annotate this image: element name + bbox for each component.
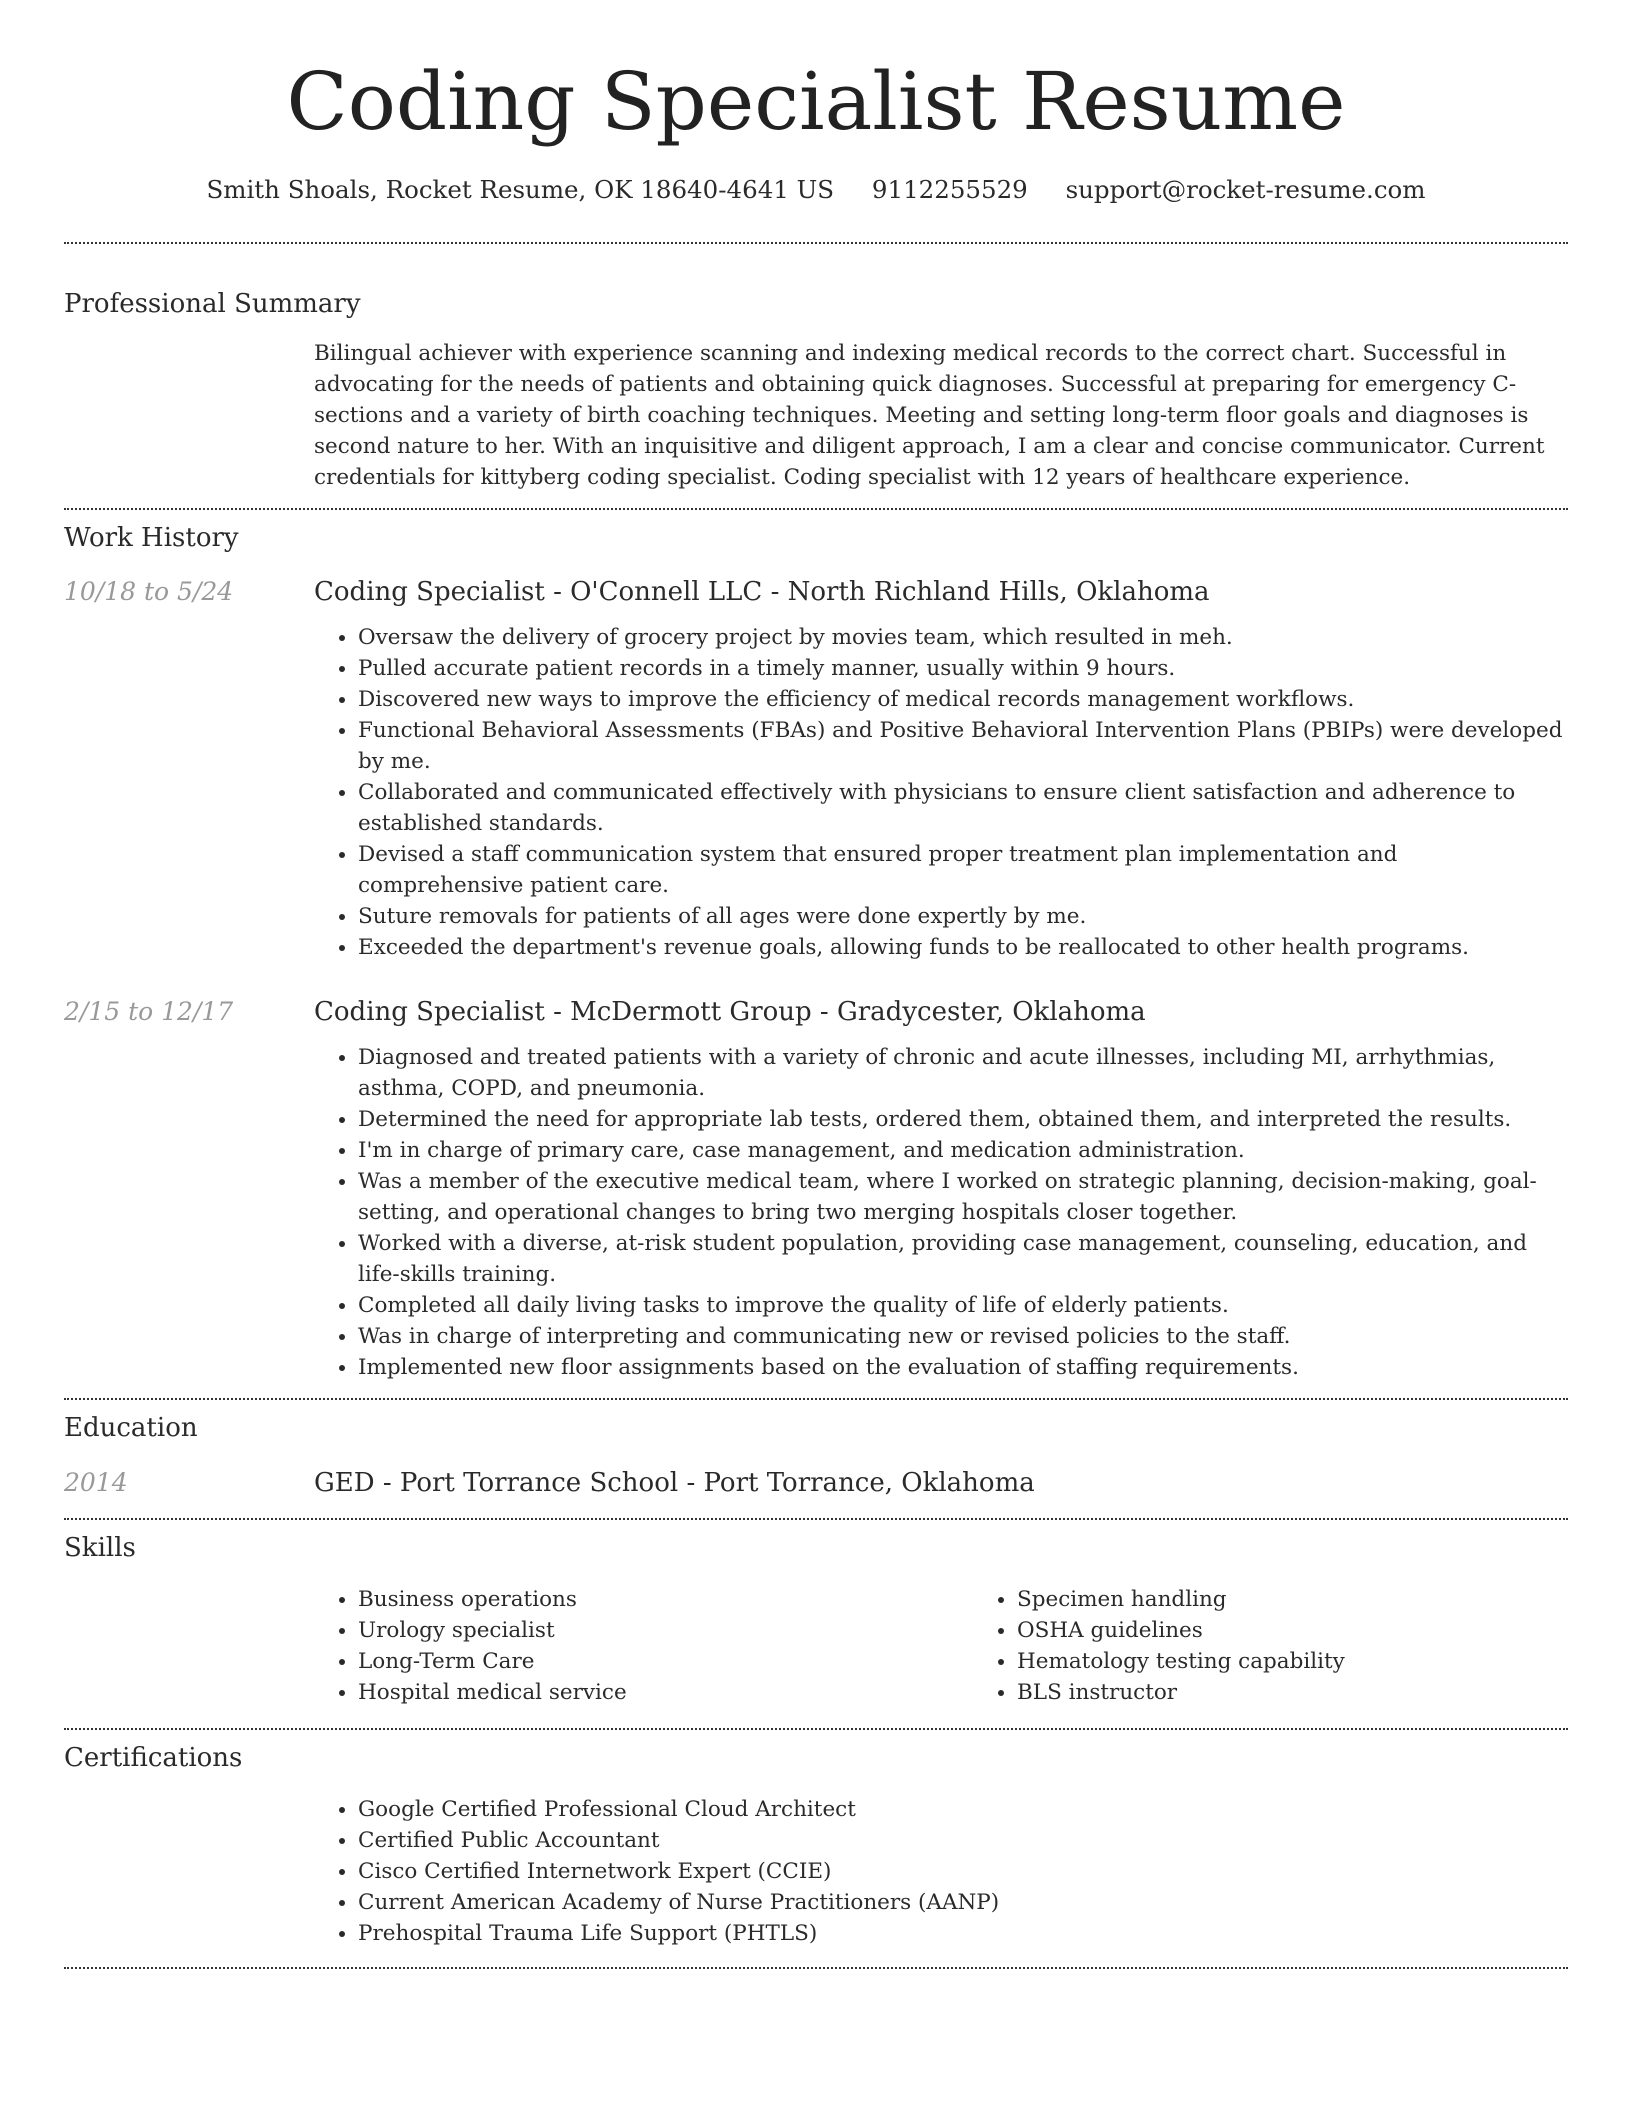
list-item: • Functional Behavioral Assessments (FBAs) and Positive Behavioral Intervention Plans (PBIPs) were developed by me. — [358, 715, 1568, 777]
list-item: • Oversaw the delivery of grocery project by movies team, which resulted in meh. — [358, 622, 1568, 653]
job-dates: 2/15 to 12/17 — [64, 997, 234, 1026]
list-item: • Hospital medical service — [358, 1677, 973, 1708]
list-item: • OSHA guidelines — [1017, 1615, 1632, 1646]
skills-list — [314, 1584, 1632, 1708]
list-item: • Current American Academy of Nurse Practitioners (AANP) — [358, 1887, 1568, 1918]
list-item: • Worked with a diverse, at-risk student population, providing case management, counseling, education, and life-skills training. — [358, 1228, 1568, 1290]
education-year: 2014 — [64, 1468, 128, 1497]
job-title: Coding Specialist - O'Connell LLC - North Richland Hills, Oklahoma — [314, 577, 1210, 607]
resume-page — [64, 0, 1568, 1969]
resume-title: Coding Specialist Resume — [286, 55, 1346, 148]
list-item: • Discovered new ways to improve the efficiency of medical records management workflows. — [358, 684, 1568, 715]
job-dates: 10/18 to 5/24 — [64, 577, 234, 606]
divider — [64, 1518, 1568, 1520]
list-item: • BLS instructor — [1017, 1677, 1632, 1708]
list-item: • Implemented new floor assignments based on the evaluation of staffing requirements. — [358, 1352, 1568, 1383]
contact-address: Smith Shoals, Rocket Resume, OK 18640-4641 US — [206, 175, 835, 204]
summary-text: Bilingual achiever with experience scanning and indexing medical records to the correct chart. Successful in advocating for the needs of patients and obtaining quick diagnoses. Successful at preparing for emergency C-sections and a variety of birth coaching techniques. Meeting and setting long-term floor goals and diagnoses is second nature to her. With an inquisitive and diligent approach, I am a clear and concise communicator. Current credentials for kittyberg coding specialist. Coding specialist with 12 years of healthcare experience. — [314, 341, 1545, 490]
list-item: • Specimen handling — [1017, 1584, 1632, 1615]
skills-column-right — [973, 1584, 1632, 1708]
divider — [64, 1728, 1568, 1730]
list-item: • Hematology testing capability — [1017, 1646, 1632, 1677]
job-bullets — [314, 1042, 1568, 1383]
list-item: • Prehospital Trauma Life Support (PHTLS) — [358, 1918, 1568, 1949]
divider — [64, 242, 1568, 244]
list-item: • I'm in charge of primary care, case management, and medication administration. — [358, 1135, 1568, 1166]
list-item: • Was in charge of interpreting and communicating new or revised policies to the staff. — [358, 1321, 1568, 1352]
divider — [64, 508, 1568, 510]
job-title: Coding Specialist - McDermott Group - Gradycester, Oklahoma — [314, 997, 1146, 1027]
list-item: • Google Certified Professional Cloud Architect — [358, 1794, 1568, 1825]
list-item: • Urology specialist — [358, 1615, 973, 1646]
job-entry — [64, 995, 1568, 1383]
section-title-skills: Skills — [64, 1533, 136, 1563]
education-text: GED - Port Torrance School - Port Torrance, Oklahoma — [314, 1468, 1035, 1498]
list-item: • Long-Term Care — [358, 1646, 973, 1677]
contact-email: support@rocket-resume.com — [1065, 175, 1426, 204]
section-title-education: Education — [64, 1413, 198, 1443]
list-item: • Exceeded the department's revenue goals, allowing funds to be reallocated to other health programs. — [358, 932, 1568, 963]
job-entry — [64, 575, 1568, 963]
section-title-work: Work History — [64, 523, 239, 553]
divider — [64, 1967, 1568, 1969]
job-bullets — [314, 622, 1568, 963]
list-item: • Certified Public Accountant — [358, 1825, 1568, 1856]
divider — [64, 1398, 1568, 1400]
list-item: • Collaborated and communicated effectively with physicians to ensure client satisfaction and adherence to established standards. — [358, 777, 1568, 839]
list-item: • Was a member of the executive medical team, where I worked on strategic planning, decision-making, goal-setting, and operational changes to bring two merging hospitals closer together. — [358, 1166, 1568, 1228]
contact-line — [64, 172, 1568, 208]
list-item: • Completed all daily living tasks to improve the quality of life of elderly patients. — [358, 1290, 1568, 1321]
list-item: • Determined the need for appropriate lab tests, ordered them, obtained them, and interpreted the results. — [358, 1104, 1568, 1135]
section-title-summary: Professional Summary — [64, 289, 361, 319]
list-item: • Business operations — [358, 1584, 973, 1615]
section-title-certifications: Certifications — [64, 1743, 243, 1773]
list-item: • Pulled accurate patient records in a timely manner, usually within 9 hours. — [358, 653, 1568, 684]
contact-phone: 9112255529 — [871, 175, 1028, 204]
list-item: • Devised a staff communication system that ensured proper treatment plan implementation and comprehensive patient care. — [358, 839, 1568, 901]
certifications-list — [314, 1794, 1568, 1949]
list-item: • Cisco Certified Internetwork Expert (CCIE) — [358, 1856, 1568, 1887]
list-item: • Suture removals for patients of all ages were done expertly by me. — [358, 901, 1568, 932]
list-item: • Diagnosed and treated patients with a variety of chronic and acute illnesses, including MI, arrhythmias, asthma, COPD, and pneumonia. — [358, 1042, 1568, 1104]
skills-column-left — [314, 1584, 973, 1708]
education-entry — [64, 1466, 1568, 1500]
